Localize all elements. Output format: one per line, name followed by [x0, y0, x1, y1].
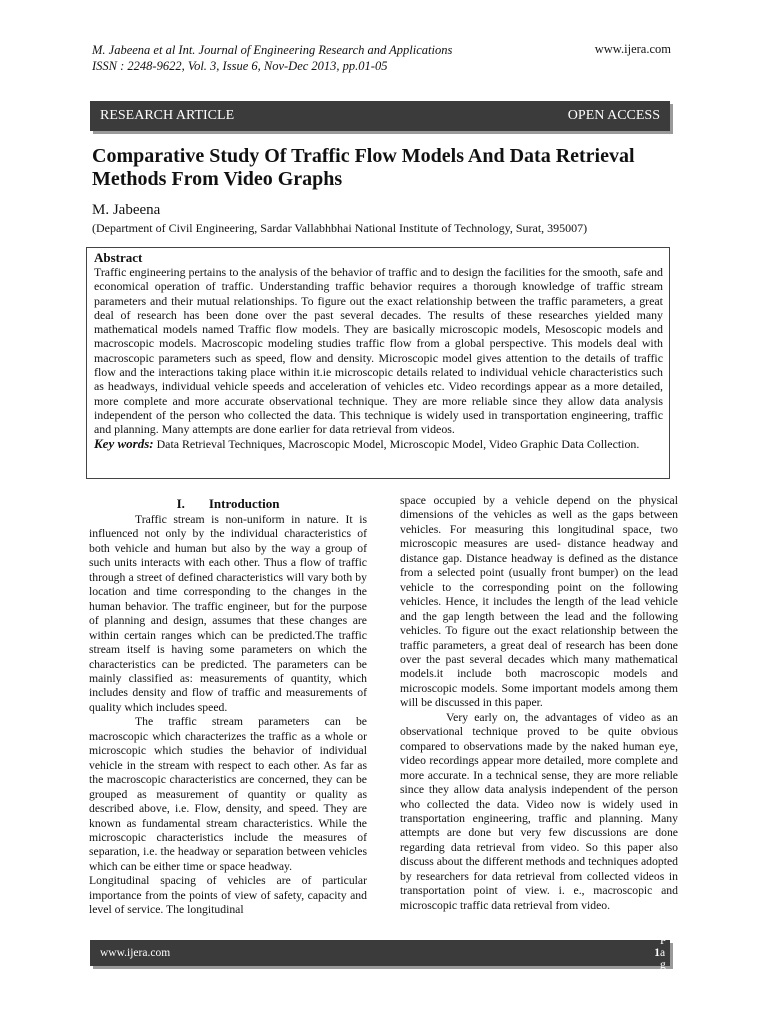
- author-affiliation: (Department of Civil Engineering, Sardar Vallabhbhai National Institute of Technology, Surat, 395007): [92, 221, 588, 235]
- section-title: Introduction: [208, 496, 280, 511]
- page-footer: [90, 923, 670, 983]
- right-column: [400, 494, 678, 913]
- author-name: M. Jabeena: [92, 202, 161, 218]
- page-label: | P a g e: [660, 923, 666, 983]
- journal-website[interactable]: www.ijera.com: [594, 42, 671, 56]
- abstract-heading: Abstract: [94, 250, 143, 265]
- journal-issn: ISSN : 2248-9622, Vol. 3, Issue 6, Nov-Dec 2013, pp.01-05: [92, 59, 388, 73]
- left-column: [89, 494, 367, 918]
- research-article-label: RESEARCH ARTICLE: [100, 108, 235, 123]
- keywords-label: Key words:: [94, 435, 154, 451]
- section-heading: [89, 494, 367, 513]
- keywords: [94, 437, 663, 451]
- section-number: I.: [176, 496, 185, 511]
- keywords-list: Data Retrieval Techniques, Macroscopic Model, Microscopic Model, Video Graphic Data Collection.: [156, 436, 640, 451]
- journal-citation: M. Jabeena et al Int. Journal of Engineering Research and Applications: [92, 43, 453, 57]
- paragraph: Very early on, the advantages of video as an observational technique proved to be quite obvious compared to observations made by the naked human eye, video recordings appear more detailed, more complete and more accurate. In a technical sense, they are more reliable since they allow data analysis independent of the person who collected the data. Video now is widely used in transportation engineering, traffic and planning. Many attempts are done but very few discussions are done regarding data retrieval from video. So this paper also discuss about the different methods and techniques adopted by researchers for data retrieval from collected videos in transportation point of view. i. e., macroscopic and microscopic traffic data retrieval from video.: [400, 710, 678, 912]
- paragraph: Traffic stream is non-uniform in nature. It is influenced not only by the individual characteristics of both vehicle and human but also by the way a group of such units interacts with each other. Thus a flow of traffic through a street of defined characteristics will vary both by location and time corresponding to the changes in the human behavior. The traffic engineer, but for the purpose of planning and design, assumes that these changes are within certain ranges which can be predicted.The traffic stream itself is having some parameters on which the characteristics can be predicted. The parameters can be mainly classified as: measurements of quantity, which includes density and flow of traffic and measurements of quality which includes speed.: [89, 513, 367, 714]
- footer-website[interactable]: www.ijera.com: [100, 947, 171, 959]
- paragraph: space occupied by a vehicle depend on the physical dimensions of the vehicles as well as the gaps between vehicles. For measuring this longitudinal space, two microscopic measures are used- distance headway and distance gap. Distance headway is defined as the distance from a selected point (usually front bumper) on the lead vehicle to the corresponding point on the following vehicles. Hence, it includes the length of the lead vehicle and the gap length between the lead and the following vehicles. To figure out the exact relationship between the traffic parameters, a great deal of research has been done over the past several decades which many mathematical models.it include both macroscopic models and microscopic models. Some important models among them will be discussed in this paper.: [400, 494, 678, 710]
- paragraph: Longitudinal spacing of vehicles are of particular importance from the points of view of safety, capacity and level of service. The longitudinal: [89, 874, 367, 917]
- paper-title: Comparative Study Of Traffic Flow Models And Data Retrieval Methods From Video Graphs: [92, 145, 635, 190]
- page-number-value: 1: [654, 947, 660, 959]
- abstract-box: [86, 247, 670, 479]
- paragraph: The traffic stream parameters can be macroscopic which characterizes the traffic as a whole or microscopic which studies the behavior of individual vehicle in the stream with respect to each other. As far as the macroscopic characteristics are concerned, they can be grouped as measurement of quantity or quality as described above, i.e. Flow, density, and speed. They are known as fundamental stream characteristics. While the microscopic characteristics include the measures of separation, i.e. the headway or separation between vehicles which can be either time or space headway.: [89, 715, 367, 873]
- page-number: [654, 923, 666, 983]
- journal-header: [92, 42, 452, 74]
- article-type-banner: [90, 101, 670, 131]
- abstract-text: Traffic engineering pertains to the analysis of the behavior of traffic and to design the facilities for the smooth, safe and economical operation of traffic. Understanding traffic behavior requires a thorough knowledge of traffic stream parameters and their mutual relationships. To figure out the exact relationship between the traffic parameters, a great deal of research has been done over the past several decades. The results of these researches yielded many mathematical models named Traffic flow models. They are basically microscopic models, Mesoscopic models and macroscopic models. Macroscopic modeling studies traffic flow from a global perspective. This models deal with macroscopic parameters such as speed, flow and density. Microscopic model gives attention to the details of traffic flow and the interactions taking place within it.ie microscopic details related to individual vehicle characteristics such as headways, individual vehicle speeds and acceleration of vehicles etc. Video recordings appear as a more detailed, more complete and more accurate observational technique. They are more reliable since they allow data analysis independent of the person who collected the data. This technique is widely used in transportation engineering, traffic and planning. Many attempts are done earlier for data retrieval from videos.: [94, 265, 663, 437]
- open-access-label: OPEN ACCESS: [567, 108, 660, 123]
